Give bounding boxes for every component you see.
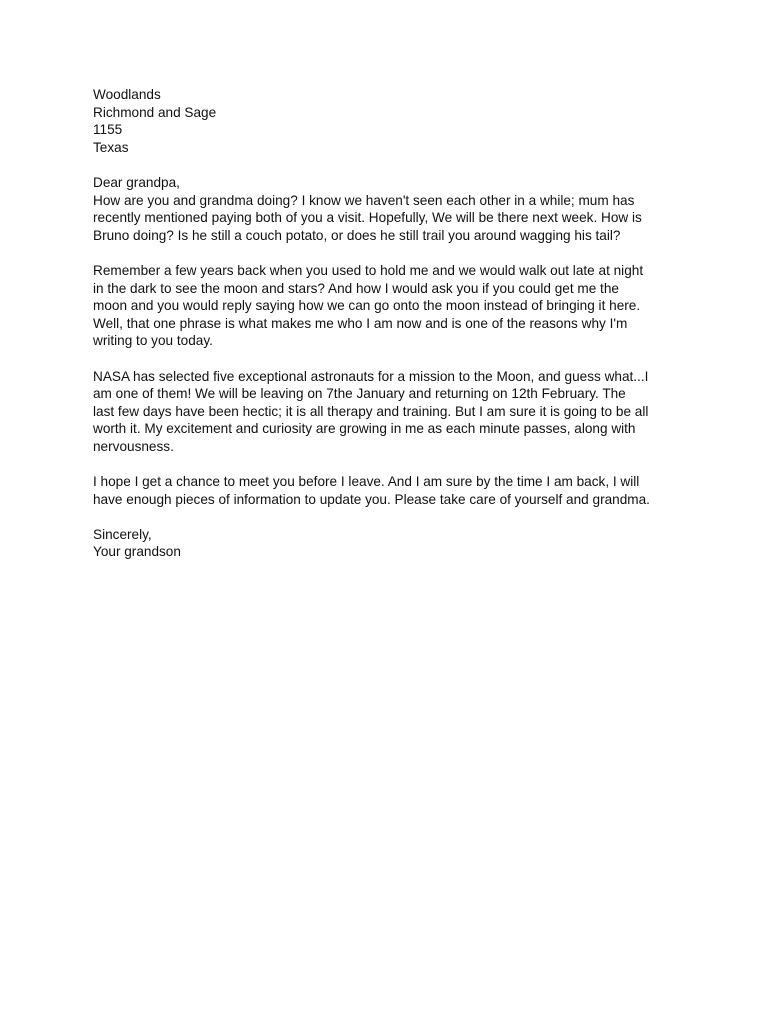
paragraph-line: writing to you today. xyxy=(93,333,213,349)
address-line-number: 1155 xyxy=(93,122,123,138)
paragraph-line: nervousness. xyxy=(93,438,174,454)
address-block xyxy=(93,86,693,156)
paragraph-line: NASA has selected five exceptional astronauts for a mission to the Moon, and guess what...I xyxy=(93,368,649,384)
address-line-state: Texas xyxy=(93,139,129,155)
paragraph-line: I hope I get a chance to meet you before I leave. And I am sure by the time I am back, I will xyxy=(93,474,640,490)
paragraph-line: Well, that one phrase is what makes me who I am now and is one of the reasons why I'm xyxy=(93,315,628,331)
signature: Your grandson xyxy=(93,544,181,560)
spacer xyxy=(93,508,693,526)
spacer xyxy=(93,156,693,174)
paragraph-4 xyxy=(93,473,693,508)
paragraph-line: last few days have been hectic; it is all therapy and training. But I am sure it is going to be all xyxy=(93,403,649,419)
paragraph-line: How are you and grandma doing? I know we haven't seen each other in a while; mum has xyxy=(93,192,635,208)
closing: Sincerely, xyxy=(93,526,152,542)
paragraph-line: moon and you would reply saying how we can go onto the moon instead of bringing it here. xyxy=(93,298,641,314)
paragraph-1 xyxy=(93,192,693,245)
spacer xyxy=(93,350,693,368)
spacer xyxy=(93,244,693,262)
spacer xyxy=(93,455,693,473)
address-line-street: Richmond and Sage xyxy=(93,104,217,120)
address-line-place: Woodlands xyxy=(93,87,161,102)
paragraph-2 xyxy=(93,262,693,350)
paragraph-line: Remember a few years back when you used to hold me and we would walk out late at night xyxy=(93,262,644,278)
paragraph-line: recently mentioned paying both of you a visit. Hopefully, We will be there next week. How is xyxy=(93,210,642,226)
paragraph-3 xyxy=(93,368,693,456)
paragraph-line: Bruno doing? Is he still a couch potato, or does he still trail you around wagging his tail? xyxy=(93,227,621,243)
paragraph-line: worth it. My excitement and curiosity are growing in me as each minute passes, along with xyxy=(93,421,636,437)
paragraph-line: am one of them! We will be leaving on 7the January and returning on 12th February. The xyxy=(93,386,626,402)
salutation: Dear grandpa, xyxy=(93,174,180,190)
paragraph-line: have enough pieces of information to update you. Please take care of yourself and grandma. xyxy=(93,491,650,507)
letter-body xyxy=(93,86,693,561)
paragraph-line: in the dark to see the moon and stars? And how I would ask you if you could get me the xyxy=(93,280,619,296)
